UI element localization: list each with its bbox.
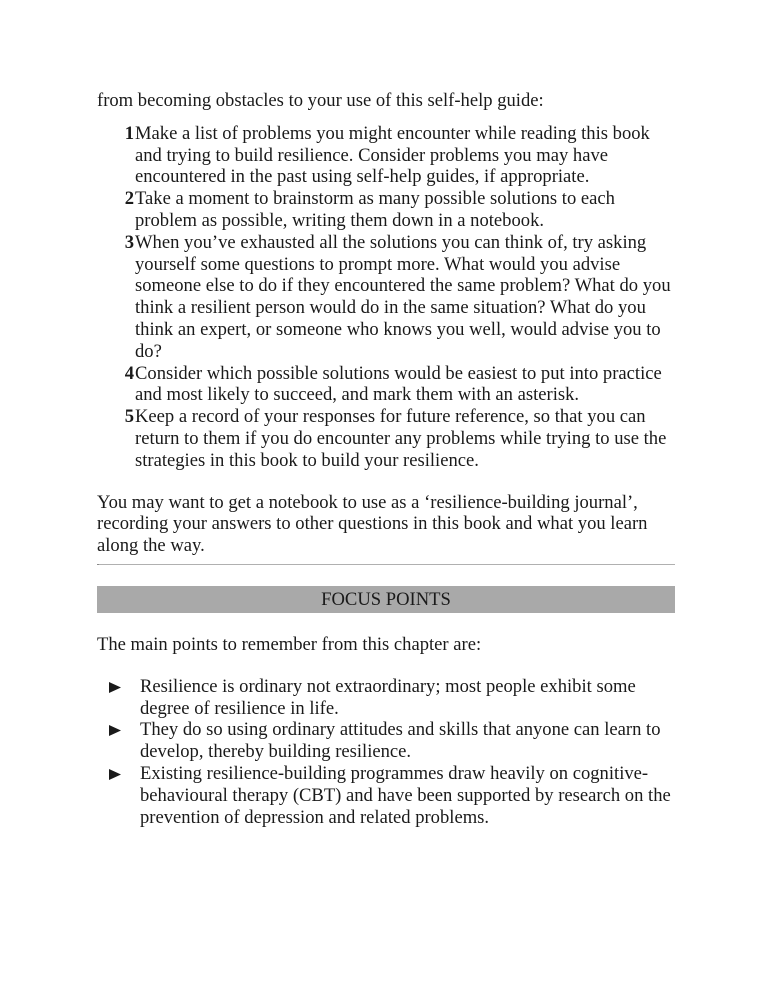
step-number: 3 bbox=[124, 231, 134, 253]
list-item bbox=[97, 719, 675, 763]
right-triangle-bullet-icon bbox=[97, 676, 140, 698]
steps-list bbox=[97, 123, 675, 472]
focus-point-text: They do so using ordinary attitudes and skills that anyone can learn to develop, thereby building resilience. bbox=[140, 719, 661, 763]
closing-paragraph: You may want to get a notebook to use as a ‘resilience-building journal’, recording your answers to other questions in this book and what you learn along the way. bbox=[97, 491, 648, 557]
page-content bbox=[97, 90, 675, 828]
step-text: Make a list of problems you might encounter while reading this book and trying to build resilience. Consider problems you may have encountered in the past using self-help guides, if appropriate. bbox=[135, 122, 650, 188]
list-item bbox=[97, 232, 675, 363]
list-item bbox=[97, 763, 675, 828]
focus-points-list bbox=[97, 676, 675, 829]
list-item bbox=[97, 188, 675, 232]
list-item bbox=[97, 123, 675, 188]
step-number: 5 bbox=[124, 406, 134, 428]
right-triangle-bullet-icon bbox=[97, 719, 140, 741]
step-text: When you’ve exhausted all the solutions you can think of, try asking yourself some questions to prompt more. What would you advise someone else to do if they encountered the same problem? What do you think a resilient person would do in the same situation? What do you think an expert, or someone who knows you well, would advise you to do? bbox=[135, 231, 671, 362]
step-text: Consider which possible solutions would be easiest to put into practice and most likely to succeed, and mark them with an asterisk. bbox=[135, 362, 662, 406]
section-divider bbox=[97, 564, 675, 565]
right-triangle-bullet-icon bbox=[97, 763, 140, 785]
intro-paragraph: from becoming obstacles to your use of this self-help guide: bbox=[97, 90, 544, 111]
focus-point-text: Existing resilience-building programmes draw heavily on cognitive-behavioural therapy (CBT) and have been supported by research on the prevention of depression and related problems. bbox=[140, 762, 671, 828]
step-number: 4 bbox=[124, 362, 134, 384]
focus-point-text: Resilience is ordinary not extraordinary; most people exhibit some degree of resilience in life. bbox=[140, 675, 636, 719]
list-item bbox=[97, 676, 675, 720]
list-item bbox=[97, 406, 675, 471]
step-number: 1 bbox=[124, 122, 134, 144]
focus-points-heading: FOCUS POINTS bbox=[97, 586, 675, 613]
list-item bbox=[97, 363, 675, 407]
focus-intro: The main points to remember from this chapter are: bbox=[97, 633, 482, 655]
step-text: Take a moment to brainstorm as many possible solutions to each problem as possible, writing them down in a notebook. bbox=[135, 188, 615, 231]
step-text: Keep a record of your responses for future reference, so that you can return to them if you do encounter any problems while trying to use the strategies in this book to build your resilience. bbox=[135, 406, 667, 471]
step-number: 2 bbox=[124, 188, 134, 210]
